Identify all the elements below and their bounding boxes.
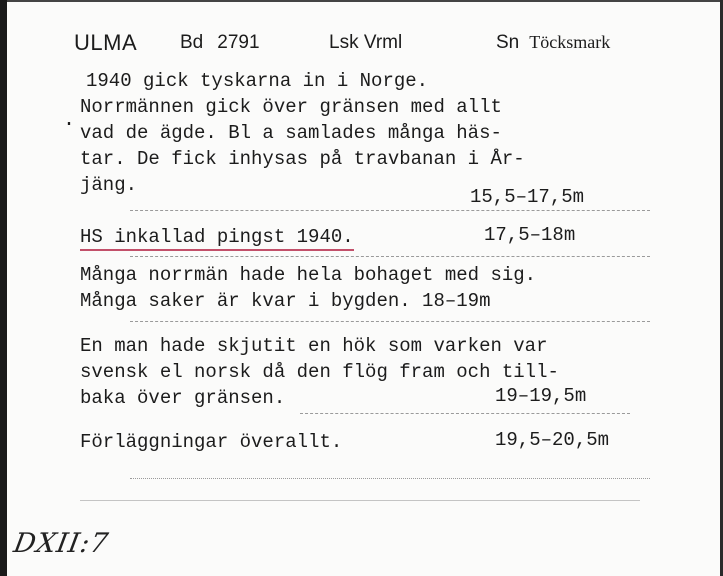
entry-1 (80, 68, 525, 198)
archive-code: ULMA (74, 30, 138, 55)
entry-4-line-1: En man hade skjutit en hök som varken var (80, 335, 548, 357)
card-top-edge (0, 0, 723, 2)
parish-prefix: Sn (496, 32, 520, 53)
entry-4-line-3: baka över gränsen. (80, 387, 286, 409)
entry-2-time: 17,5–18m (484, 224, 576, 246)
entry-4-time: 19–19,5m (495, 385, 587, 407)
entry-2-line-1: HS inkallad pingst 1940. (80, 226, 354, 251)
parish-name: Töcksmark (529, 32, 611, 52)
card-left-edge (0, 0, 7, 576)
entry-1-line-1: 1940 gick tyskarna in i Norge. (86, 70, 429, 92)
parish (496, 32, 610, 54)
entry-5-time: 19,5–20,5m (495, 429, 610, 451)
card-header (0, 30, 723, 64)
record-prefix: Bd (180, 32, 204, 53)
entry-4-line-2: svensk el norsk då den flög fram och till- (80, 361, 559, 383)
province-code: Lsk Vrml (329, 32, 403, 53)
faint-rule (80, 500, 640, 501)
entry-1-line-3: vad de ägde. Bl a samlades många häs- (80, 122, 502, 144)
entry-1-time: 15,5–17,5m (470, 186, 585, 208)
entry-5-line-1: Förläggningar överallt. (80, 431, 343, 453)
entry-5 (80, 429, 342, 455)
entry-4 (80, 333, 559, 411)
dotted-divider (130, 321, 650, 322)
entry-1-line-4: tar. De fick inhysas på travbanan i År- (80, 148, 525, 170)
margin-mark: · (63, 113, 76, 136)
entry-2 (80, 224, 354, 250)
handwritten-code: DXII:7 (11, 528, 112, 559)
dotted-divider (130, 256, 650, 257)
entry-1-line-2: Norrmännen gick över gränsen med allt (80, 96, 502, 118)
entry-1-line-5: jäng. (80, 174, 138, 196)
dotted-divider (130, 478, 650, 479)
record-id (180, 32, 260, 54)
dotted-divider (130, 210, 650, 211)
entry-3-line-1: Många norrmän hade hela bohaget med sig. (80, 264, 537, 286)
entry-3 (80, 262, 536, 314)
dotted-divider (300, 413, 630, 414)
record-number: 2791 (217, 32, 260, 53)
entry-3-line-2: Många saker är kvar i bygden. 18–19m (80, 290, 491, 312)
